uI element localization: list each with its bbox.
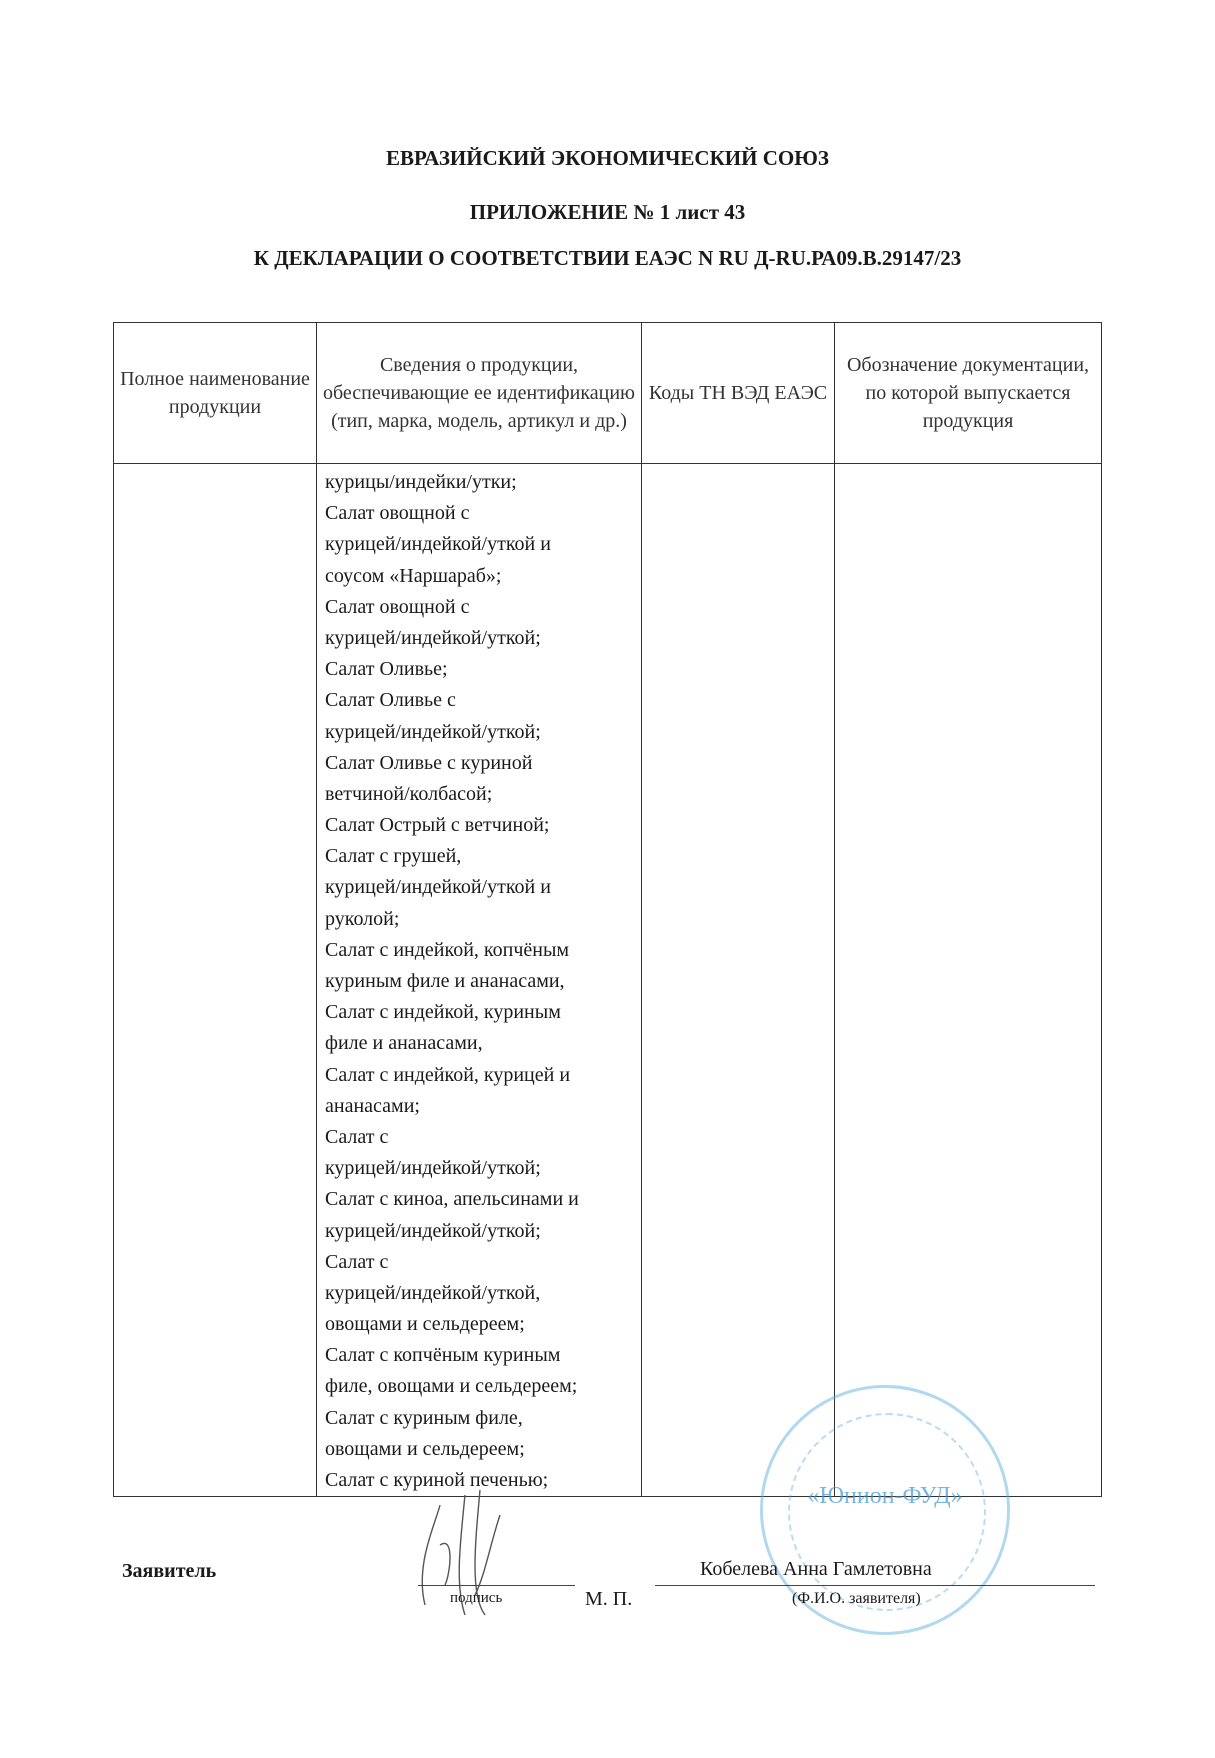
union-title: ЕВРАЗИЙСКИЙ ЭКОНОМИЧЕСКИЙ СОЮЗ [386,146,829,170]
product-line: Салат овощной с [325,502,470,525]
applicant-label: Заявитель [122,1560,217,1582]
product-line: куриным филе и ананасами, [325,970,565,992]
table-header-row [114,323,1102,464]
product-line: курицей/индейкой/уткой и [325,533,551,556]
product-line: овощами и сельдереем; [325,1437,525,1460]
declaration-title: К ДЕКЛАРАЦИИ О СООТВЕТСТВИИ ЕАЭС N RU Д-RU.РА09.В.29147/23 [253,246,962,270]
product-line: Салат с грушей, [325,845,462,868]
product-line: ветчиной/колбасой; [325,782,493,805]
appendix-title: ПРИЛОЖЕНИЕ № 1 лист 43 [469,200,746,224]
applicant-name: Кобелева Анна Гамлетовна [700,1558,932,1580]
product-line: Салат овощной с [325,595,470,618]
column-header-identification: Сведения о продукции, обеспечивающие ее идентификацию (тип, марка, модель, артикул и др.) [317,323,642,464]
product-line: Салат Оливье с [325,689,456,712]
stamp-text: «Юнион-ФУД» [807,1483,963,1509]
product-line: курицей/индейкой/уткой; [325,1157,541,1180]
product-line: Салат с [325,1250,389,1273]
column-header-codes: Коды ТН ВЭД ЕАЭС [642,323,835,464]
product-line: соусом «Наршараб»; [325,564,502,587]
product-line: курицей/индейкой/уткой и [325,876,551,899]
product-line: Салат Острый с ветчиной; [325,814,550,837]
product-line: ананасами; [325,1094,420,1117]
column-header-documentation: Обозначение документации, по которой выпускается продукция [835,323,1102,464]
product-line: Салат с индейкой, курицей и [325,1063,571,1086]
product-line: курицей/индейкой/уткой; [325,626,541,649]
product-line: Салат с индейкой, копчёным [325,938,570,961]
cell-codes [642,464,835,1497]
product-line: филе и ананасами, [325,1032,483,1055]
product-line: курицей/индейкой/уткой; [325,1219,541,1242]
product-line: Салат с индейкой, куриным [325,1001,561,1024]
product-line: филе, овощами и сельдереем; [325,1375,578,1398]
product-line: Салат с [325,1125,389,1148]
product-line: Салат с куриной печенью; [325,1469,549,1491]
product-line: овощами и сельдереем; [325,1313,525,1336]
name-caption: (Ф.И.О. заявителя) [792,1590,921,1607]
product-line: Салат с куриным филе, [325,1406,523,1429]
cell-documentation [835,464,1102,1497]
product-line: Салат с копчёным куриным [325,1344,561,1367]
product-line: курицей/индейкой/уткой; [325,720,541,743]
product-line: курицей/индейкой/уткой, [325,1281,541,1304]
product-line: руколой; [325,907,400,930]
product-line: Салат Оливье с куриной [325,751,533,774]
product-line: Салат Оливье; [325,658,448,681]
column-header-name: Полное наименование продукции [114,323,317,464]
products-table [113,322,1102,1497]
table-row [114,464,1102,1497]
seal-label: М. П. [585,1588,633,1610]
product-line: Салат с киноа, апельсинами и [325,1188,579,1211]
cell-name [114,464,317,1497]
product-line: курицы/индейки/утки; [325,471,517,493]
signature-caption: подпись [450,1590,503,1606]
cell-identification [317,464,642,1497]
